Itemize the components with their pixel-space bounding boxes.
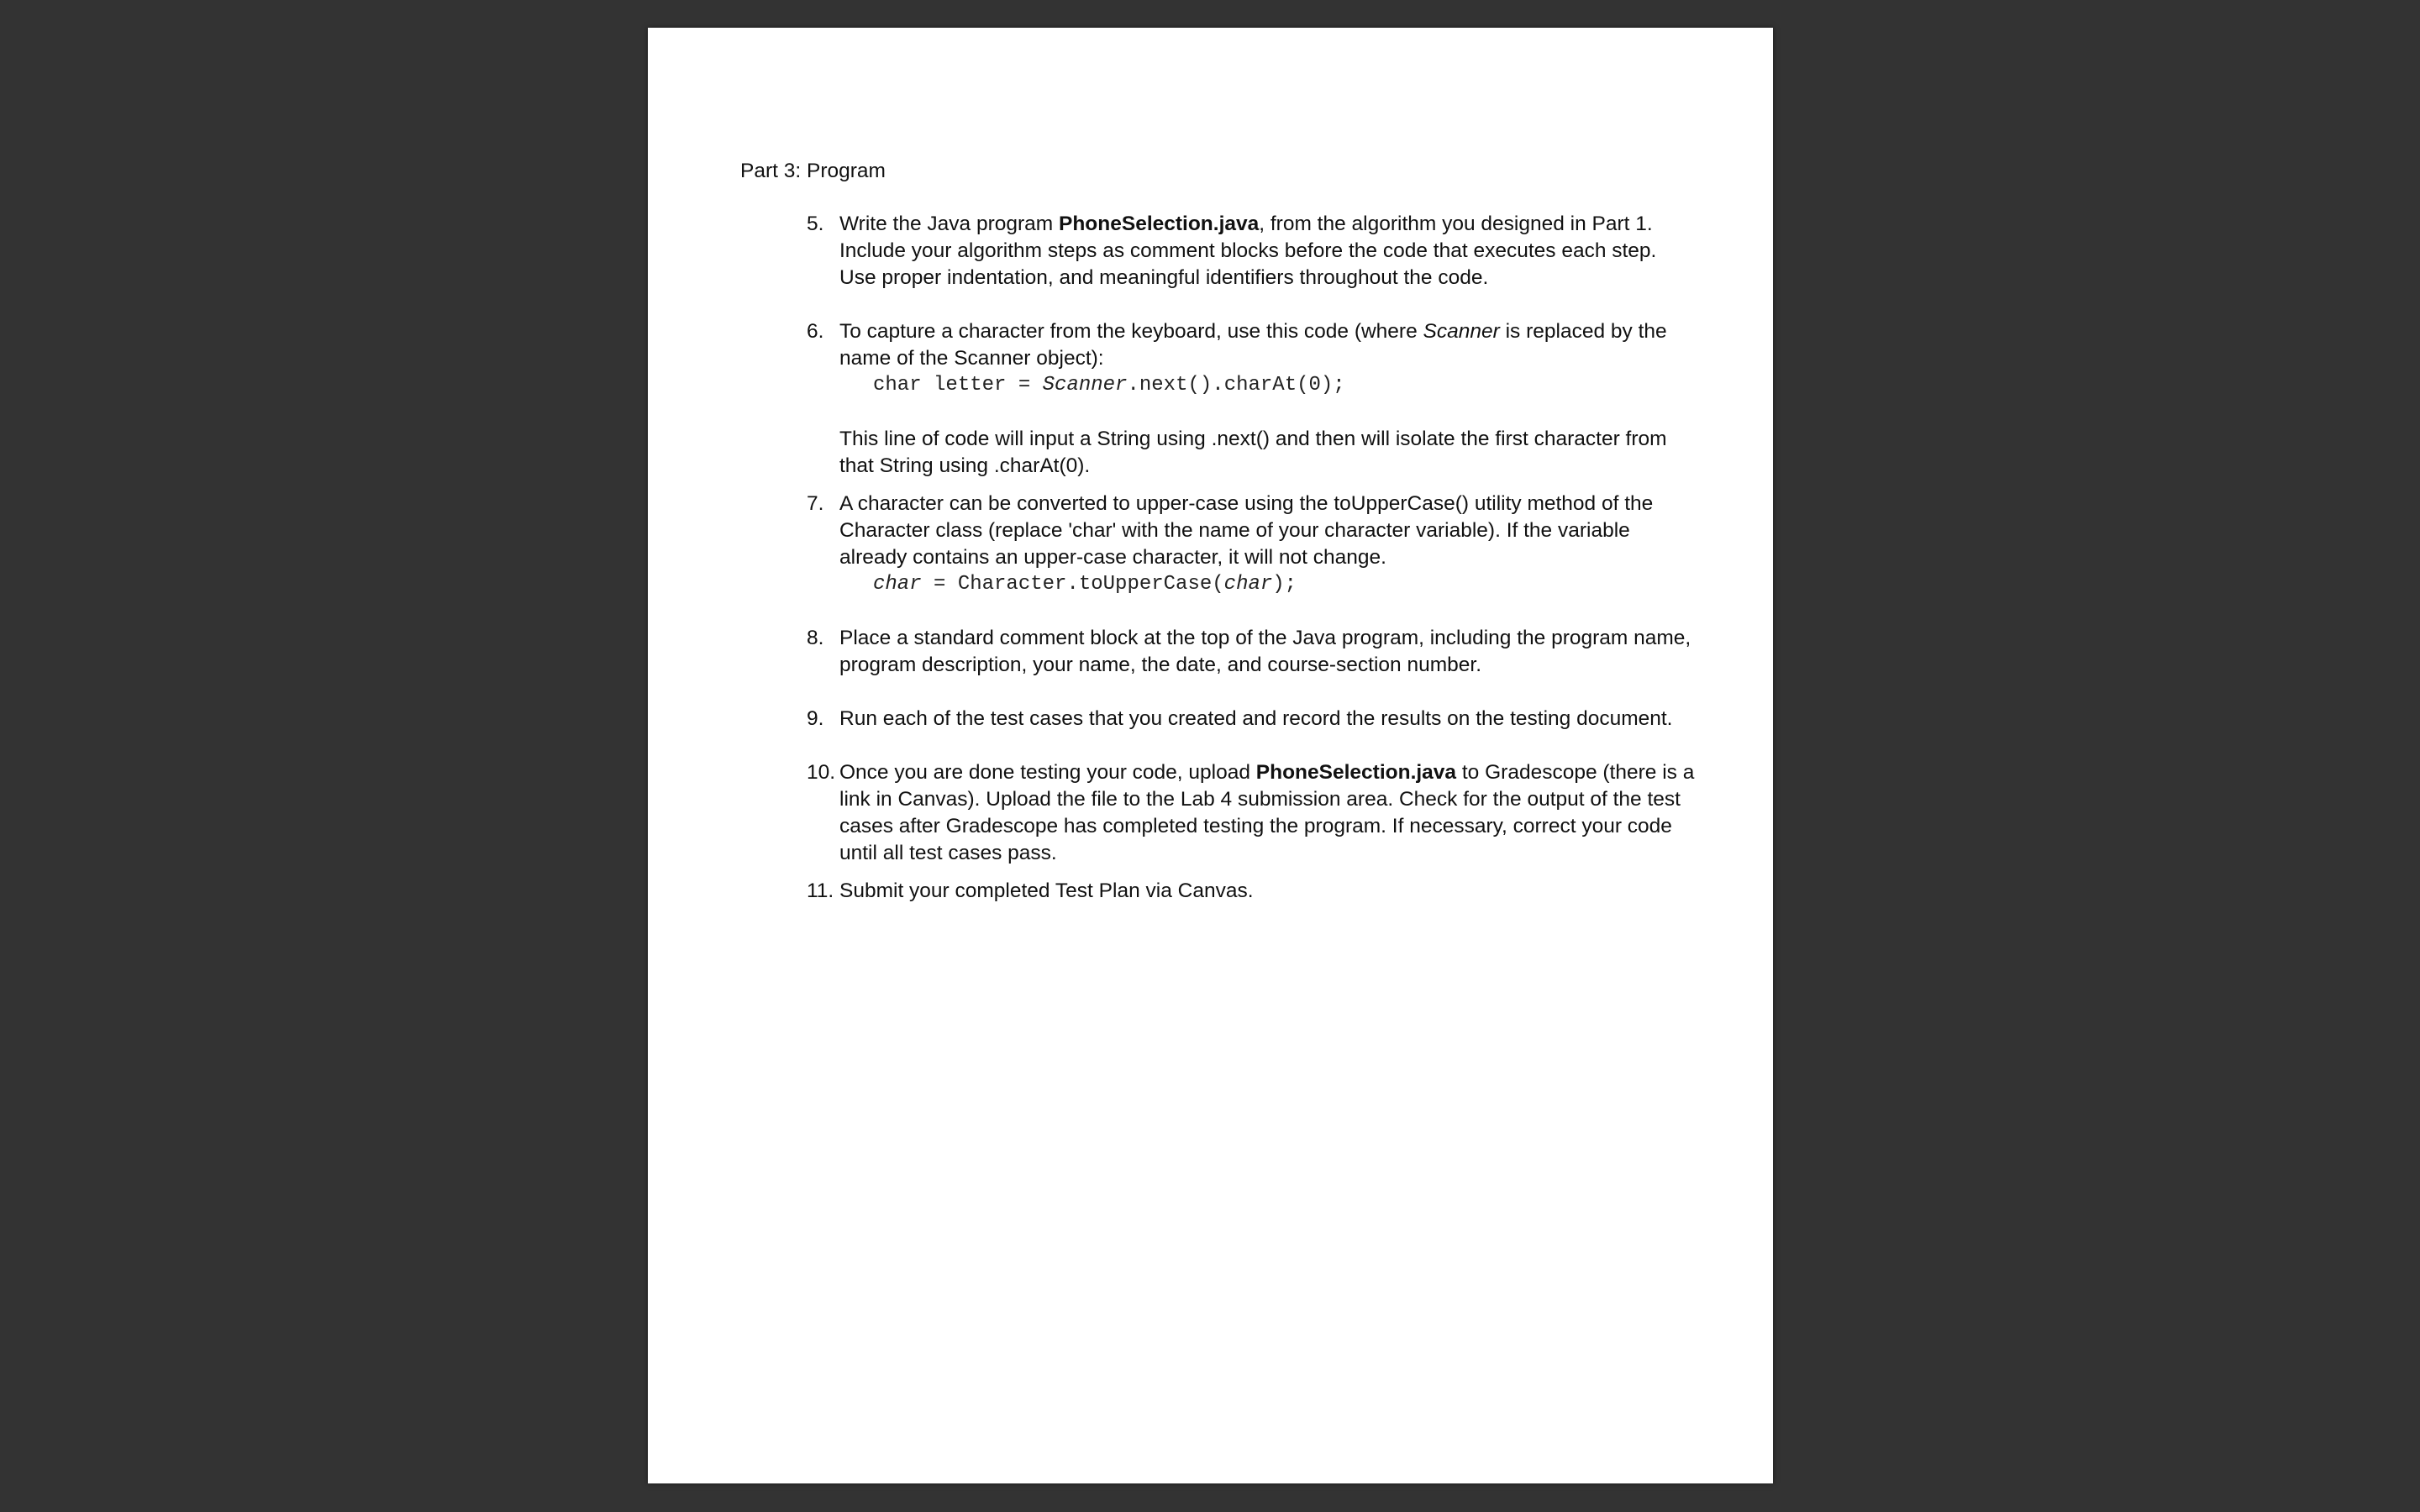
part-heading: Part 3: Program bbox=[740, 160, 886, 182]
item-number: 7. bbox=[807, 492, 824, 515]
list-item-10: 10. Once you are done testing your code, upload PhoneSelection.java to Gradescope (there is a link in Canvas). Upload the file to the Lab 4 submission area. Check for the output of the test cases after Gradescope has completed testing the program. If necessary, correct your code until all test cases pass. bbox=[807, 761, 1695, 864]
instruction-list bbox=[740, 211, 1707, 905]
list-item-8: 8. Place a standard comment block at the top of the Java program, including the program name, program description, your name, the date, and course-section number. bbox=[807, 627, 1691, 676]
code-snippet: char = Character.toUpperCase(char); bbox=[873, 573, 1297, 596]
page-content bbox=[740, 158, 1707, 905]
item-number: 8. bbox=[807, 627, 824, 649]
code-snippet: char letter = Scanner.next().charAt(0); bbox=[873, 374, 1345, 396]
list-item-11: 11. Submit your completed Test Plan via Canvas. bbox=[807, 878, 1707, 905]
item-number: 10. bbox=[807, 761, 836, 784]
list-item-7: 7. A character can be converted to upper-case using the toUpperCase() utility method of the Character class (replace 'char' with the name of your character variable). If the variable already contains an upper-case character, it will not change. char = Character.toUpperCase(char); bbox=[807, 491, 1707, 598]
document-page bbox=[648, 28, 1773, 1483]
filename-bold: PhoneSelection.java bbox=[1058, 213, 1260, 235]
item-number: 9. bbox=[807, 707, 824, 730]
list-item-9: 9. Run each of the test cases that you created and record the results on the testing document. bbox=[807, 706, 1707, 732]
list-item-6: 6. To capture a character from the keyboard, use this code (where Scanner is replaced by the name of the Scanner object): char letter = Scanner.next().charAt(0); This line of code will input a String using .next() and then will isolate the first character from that String using .charAt(0). bbox=[807, 318, 1707, 480]
item-number: 6. bbox=[807, 320, 824, 343]
item-number: 5. bbox=[807, 213, 824, 235]
list-item-5: 5. Write the Java program PhoneSelection.java, from the algorithm you designed in Part 1. Include your algorithm steps as comment blocks before the code that executes each step. Use proper indentation, and meaningful identifiers throughout the code. bbox=[807, 213, 1657, 289]
filename-bold: PhoneSelection.java bbox=[1255, 761, 1457, 784]
explanation-text: This line of code will input a String using .next() and then will isolate the first character from that String using .charAt(0). bbox=[839, 428, 1667, 477]
item-number: 11. bbox=[807, 879, 834, 902]
